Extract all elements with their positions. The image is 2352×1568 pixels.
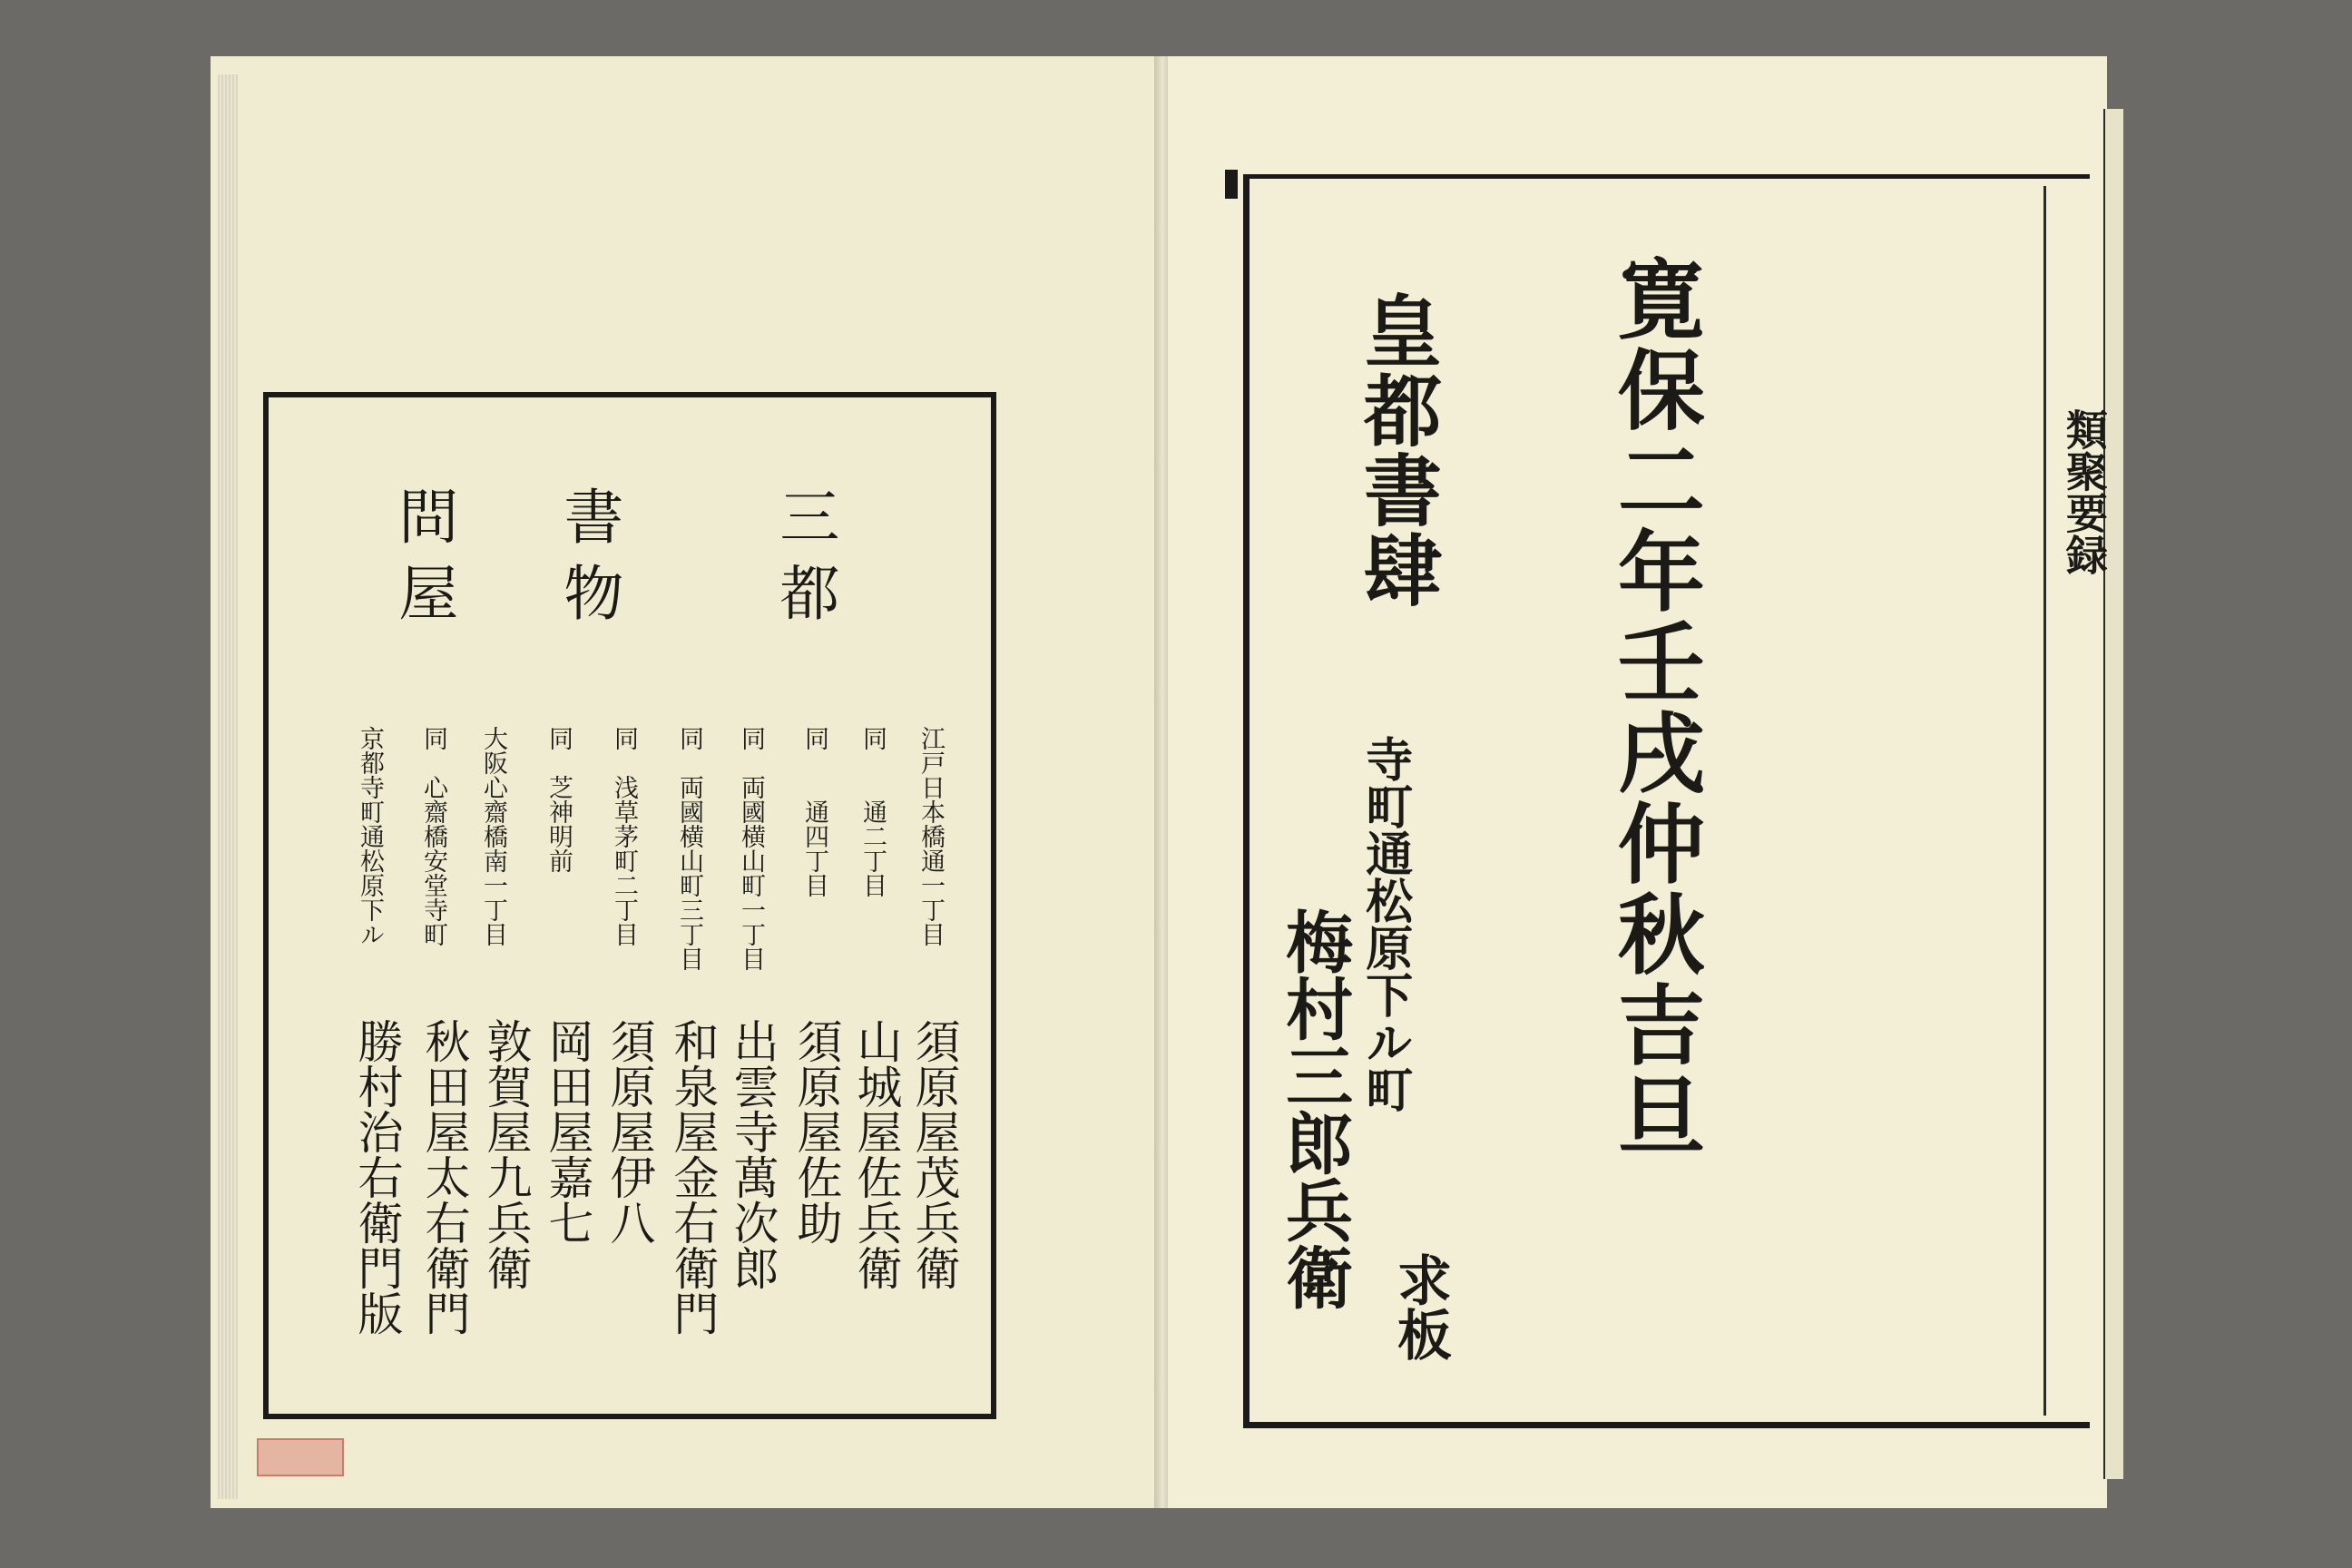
- publisher-name: 敦賀屋九兵衛: [479, 1018, 533, 1290]
- next-page-title-fragment: 類聚要録: [2059, 408, 2109, 575]
- library-seal: [257, 1438, 344, 1476]
- next-page-edge: [2103, 109, 2123, 1479]
- publisher-address: 大阪心齋橋南一丁目: [479, 726, 508, 946]
- publisher-name: 岡田屋嘉七: [541, 1018, 594, 1245]
- imprint-mark: 求板: [1388, 1252, 1452, 1361]
- binding-strip: [218, 74, 238, 1499]
- publisher-address: 同 浅草茅町二丁目: [610, 726, 639, 946]
- publisher-address: 同 心齋橋安堂寺町: [419, 726, 448, 946]
- publication-date: 寛保二年壬戌仲秋吉旦: [1603, 254, 1707, 1161]
- bookseller-address: 寺町通松原下ル町: [1357, 735, 1413, 1112]
- publisher-address: 同 両國横山町一丁目: [737, 726, 766, 971]
- publisher-name: 秋田屋太右衛門: [417, 1018, 471, 1336]
- publisher-address: 同 通四丁目: [800, 726, 829, 897]
- bookseller-city: 皇都書肆: [1349, 290, 1442, 610]
- publisher-name: 須原屋茂兵衛: [907, 1018, 961, 1290]
- publisher-address: 江戸日本橋通一丁目: [916, 726, 946, 946]
- gutter: [1154, 56, 1168, 1508]
- publisher-name: 和泉屋金右衛門: [666, 1018, 720, 1336]
- publisher-name: 須原屋佐助: [789, 1018, 843, 1245]
- publisher-name: 勝村治右衛門版: [350, 1018, 404, 1336]
- publisher-address: 京都寺町通松原下ル: [356, 726, 385, 946]
- frame-right-rule: [2043, 186, 2046, 1416]
- heading-column-3: 問屋: [387, 485, 458, 638]
- heading-column-2: 書物: [553, 485, 623, 638]
- publisher-address: 同 通二丁目: [858, 726, 887, 897]
- publisher-name: 須原屋伊八: [603, 1018, 656, 1245]
- publisher-address: 同 両國横山町三丁目: [675, 726, 704, 971]
- publisher-address: 同 芝神明前: [544, 726, 573, 873]
- heading-column-1: 三都: [769, 485, 839, 638]
- bookseller-name: 梅村三郎兵衛: [1275, 907, 1354, 1310]
- publisher-name: 山城屋佐兵衛: [849, 1018, 903, 1290]
- publisher-name: 出雲寺萬次郎: [726, 1018, 779, 1290]
- frame-corner-mark: [1225, 170, 1238, 199]
